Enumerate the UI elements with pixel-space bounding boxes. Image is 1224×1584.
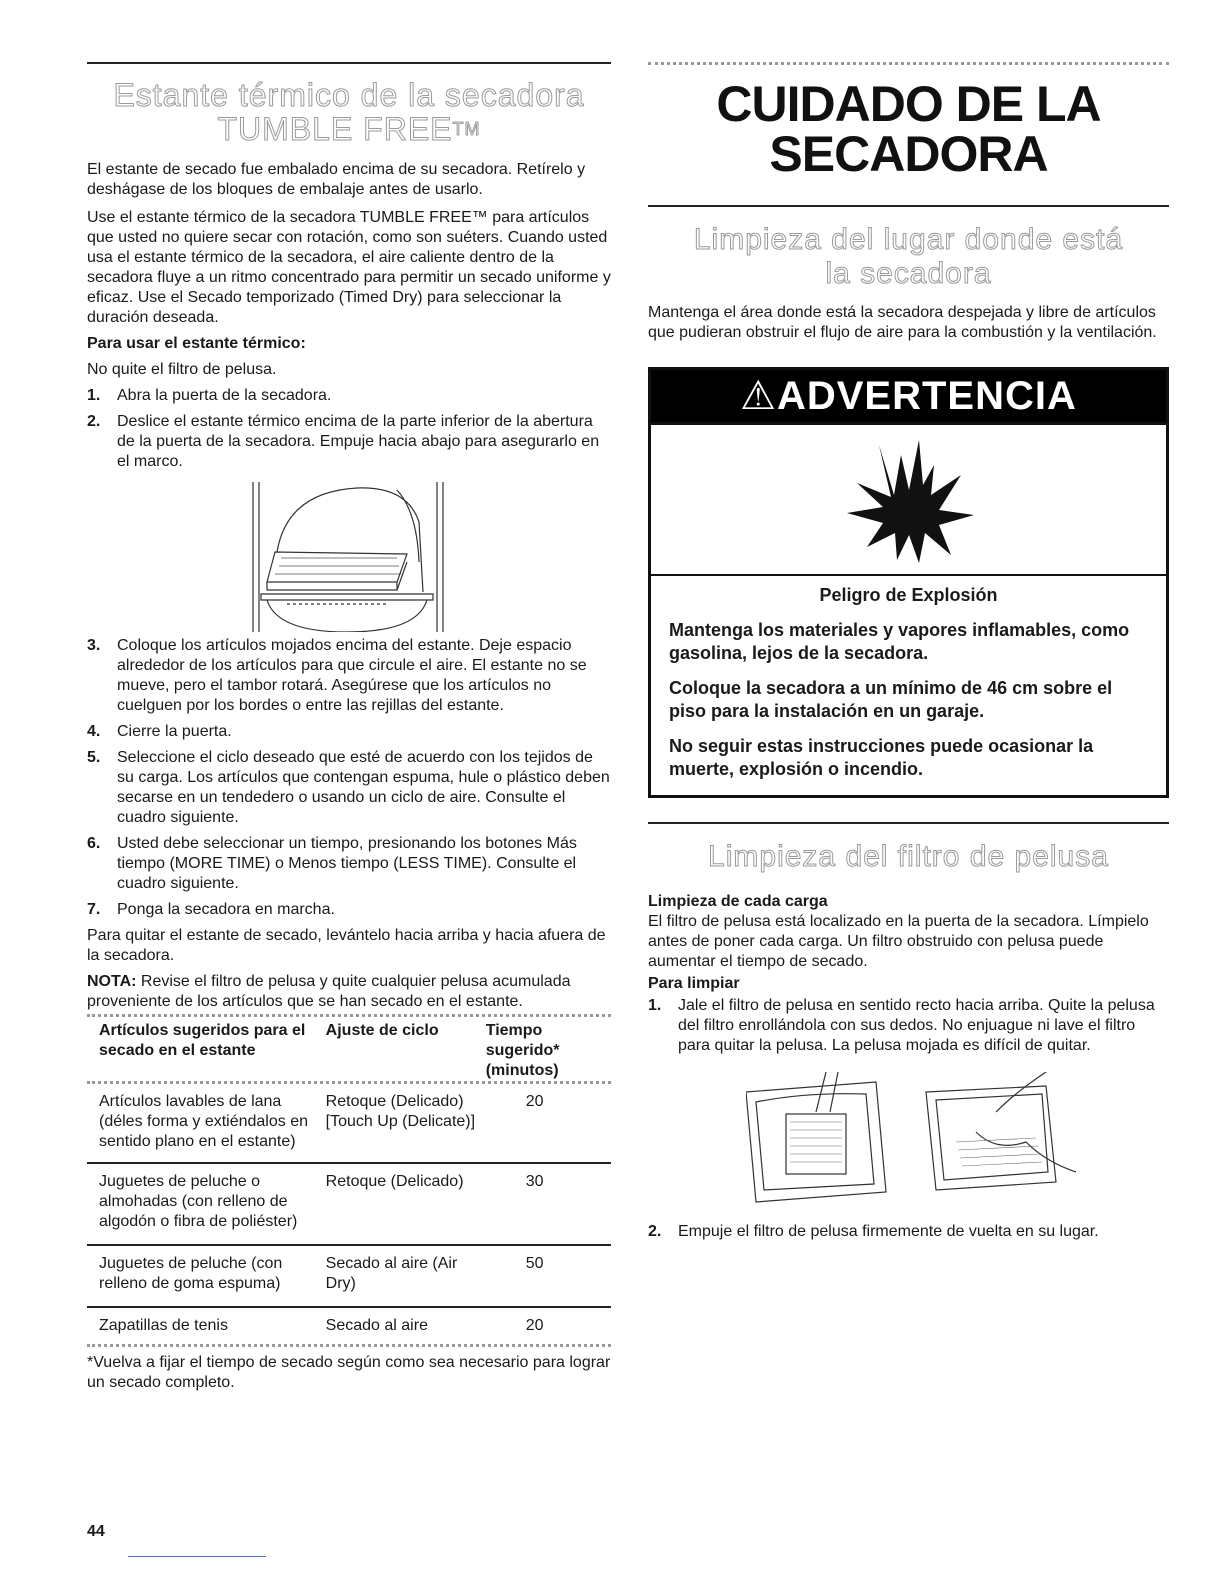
to-clean-heading: Para limpiar	[648, 975, 740, 992]
area-section-rule	[648, 205, 1169, 207]
table-bottom-rule	[87, 1344, 611, 1347]
area-text: Mantenga el área donde está la secadora despejada y libre de artículos que pudieran obstruir el flujo de aire para la combustión y la ventilación.	[648, 304, 1157, 341]
main-title-line2: SECADORA	[769, 126, 1048, 182]
right-column	[648, 62, 1169, 1242]
explosion-icon	[651, 425, 1166, 574]
clean-steps-a	[648, 996, 1169, 1056]
table-header-items: Artículos sugeridos para el secado en el estante	[99, 1022, 306, 1059]
rack-title-line1: Estante térmico de la secadora	[113, 77, 585, 113]
warning-text	[651, 576, 1166, 795]
warning-triangle-icon: ⚠	[740, 374, 777, 418]
list-item: 2. Empuje el filtro de pelusa firmemente de vuelta en su lugar.	[648, 1223, 1099, 1240]
rack-steps-a	[87, 386, 611, 472]
no-remove-filter: No quite el filtro de pelusa.	[87, 361, 277, 378]
each-load-text: El filtro de pelusa está localizado en la puerta de la secadora. Límpielo antes de poner cada carga. Un filtro obstruido con pelusa puede aumentar el tiempo de secado.	[648, 913, 1149, 970]
rack-intro-p2: Use el estante térmico de la secadora TUMBLE FREE™ para artículos que usted no quiere secar con rotación, como son suéters. Cuando usted usa el estante térmico de la secadora, el aire caliente dentro de la secadora fluye a un ritmo concentrado para permitir un secado uniforme y eficaz. Use el Secado temporizado (Timed Dry) para seleccionar la duración deseada.	[87, 209, 611, 326]
left-column	[87, 62, 611, 1393]
area-section-title	[648, 223, 1169, 291]
area-title-line1: Limpieza del lugar donde está	[693, 223, 1124, 256]
rack-title-tm: TM	[452, 119, 481, 139]
list-item: 7. Ponga la secadora en marcha.	[87, 901, 335, 918]
table-footnote: *Vuelva a fijar el tiempo de secado según como sea necesario para lograr un secado completo.	[87, 1354, 611, 1391]
note-text: Revise el filtro de pelusa y quite cualquier pelusa acumulada proveniente de los artículos que se han secado en el estante.	[87, 973, 571, 1010]
list-item: 1. Jale el filtro de pelusa en sentido recto hacia arriba. Quite la pelusa del filtro enrollándola con sus dedos. No enjuague ni lave el filtro para quitar la pelusa. La pelusa mojada es difícil de quitar.	[648, 997, 1155, 1054]
top-rule-right	[648, 62, 1169, 65]
table-header-cycle: Ajuste de ciclo	[325, 1022, 439, 1039]
table-row: Zapatillas de tenis Secado al aire 20	[99, 1317, 544, 1334]
area-title-line2: la secadora	[825, 257, 992, 290]
table-row: Juguetes de peluche (con relleno de goma espuma) Secado al aire (Air Dry) 50	[87, 1245, 611, 1307]
drying-rack-drawing	[247, 482, 447, 632]
warning-line: Mantenga los materiales y vapores inflamables, como gasolina, lejos de la secadora.	[669, 620, 1130, 663]
remove-rack-text: Para quitar el estante de secado, levántelo hacia arriba y hacia afuera de la secadora.	[87, 927, 606, 964]
list-item: 4. Cierre la puerta.	[87, 723, 232, 740]
warning-title: Peligro de Explosión	[819, 585, 998, 605]
table-row: Artículos lavables de lana (déles forma y extiéndalos en sentido plano en el estante) Retoque (Delicado) [Touch Up (Delicate)] 20	[87, 1084, 611, 1163]
lint-filter-illustration	[746, 1072, 1076, 1212]
warning-body	[651, 422, 1166, 795]
list-item: 1. Abra la puerta de la secadora.	[87, 387, 332, 404]
rack-section-title	[87, 78, 611, 146]
warning-box	[648, 367, 1169, 798]
lint-section-rule	[648, 822, 1169, 824]
rack-steps-b	[87, 636, 611, 920]
each-load-heading: Limpieza de cada carga	[648, 893, 828, 910]
warning-line: No seguir estas instrucciones puede ocasionar la muerte, explosión o incendio.	[669, 736, 1094, 779]
warning-header	[651, 370, 1166, 422]
warning-line: Coloque la secadora a un mínimo de 46 cm sobre el piso para la instalación en un garaje.	[669, 678, 1113, 721]
explosion-drawing	[839, 435, 979, 565]
rack-note	[87, 972, 611, 1012]
list-item: 5. Seleccione el ciclo deseado que esté de acuerdo con los tejidos de su carga. Los artículos que contengan espuma, hule o plástico deben secarse en un tendedero o usando un ciclo de aire. Consulte el cuadro siguiente.	[87, 749, 610, 826]
main-title	[648, 76, 1169, 182]
warning-header-text: ADVERTENCIA	[776, 374, 1077, 418]
top-rule-left	[87, 62, 611, 64]
list-item: 3. Coloque los artículos mojados encima del estante. Deje espacio alrededor de los artículos para que circule el aire. El estante no se mueve, pero el tambor rotará. Asegúrese que los artículos no cuelguen por los bordes o entre las rejillas del estante.	[87, 637, 587, 714]
clean-steps-b	[648, 1222, 1169, 1242]
rack-title-line2: TUMBLE FREE	[217, 111, 453, 147]
page-number: 44	[87, 1523, 105, 1540]
list-item: 2. Deslice el estante térmico encima de la parte inferior de la abertura de la puerta de la secadora. Empuje hacia abajo para asegurarlo en el marco.	[87, 413, 600, 470]
main-title-line1: CUIDADO DE LA	[716, 76, 1101, 132]
drying-rack-illustration	[247, 482, 447, 632]
table-header-row	[87, 1017, 611, 1081]
drying-table	[87, 1017, 611, 1344]
list-item: 6. Usted debe seleccionar un tiempo, presionando los botones Más tiempo (MORE TIME) o Menos tiempo (LESS TIME). Consulte el cuadro siguiente.	[87, 835, 577, 892]
note-label: NOTA:	[87, 973, 137, 990]
lint-filter-drawing	[746, 1072, 1076, 1212]
footer-line	[128, 1556, 266, 1557]
use-rack-heading: Para usar el estante térmico:	[87, 335, 306, 352]
table-header-time: Tiempo sugerido* (minutos)	[485, 1022, 560, 1079]
rack-intro-p1: El estante de secado fue embalado encima de su secadora. Retírelo y deshágase de los bloques de embalaje antes de usarlo.	[87, 161, 586, 198]
lint-section-title: Limpieza del filtro de pelusa	[708, 840, 1109, 873]
table-row: Juguetes de peluche o almohadas (con relleno de algodón o fibra de poliéster) Retoque (Delicado) 30	[87, 1163, 611, 1245]
